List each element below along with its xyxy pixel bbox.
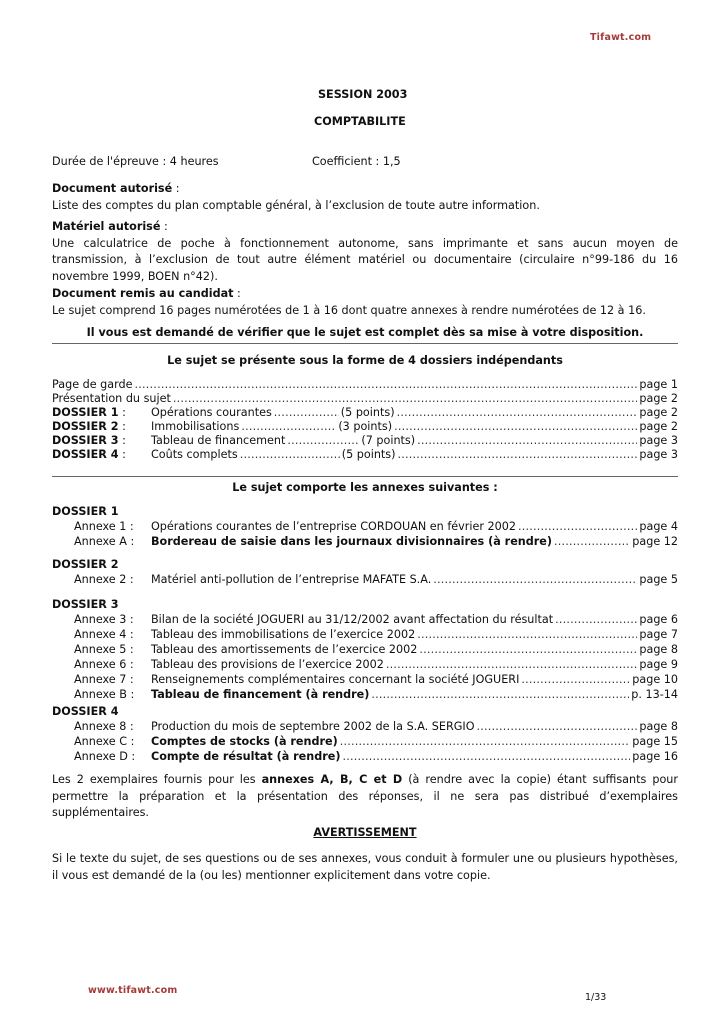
label-separator: : [160, 220, 168, 233]
annex-row [52, 572, 678, 587]
annex-page: page 4 [639, 520, 678, 533]
toc-dossier-title: Opérations courantes [151, 406, 272, 419]
annex-title: Bordereau de saisie dans les journaux divisionnaires (à rendre) [151, 535, 552, 548]
toc-row [52, 433, 678, 448]
annex-row [52, 687, 678, 702]
toc-points: (3 points) [338, 420, 393, 433]
toc-leader [398, 447, 638, 462]
toc-page: page 3 [639, 448, 678, 461]
annex-title: Tableau des amortissements de l’exercice 2002 [151, 643, 418, 656]
coefficient: Coefficient : 1,5 [312, 155, 401, 168]
dossier-heading: DOSSIER 2 [52, 558, 119, 571]
divider [52, 476, 678, 477]
annex-leader [554, 534, 630, 549]
toc-dossier-label: DOSSIER 4 : [52, 448, 126, 461]
toc-leader [287, 433, 359, 448]
toc-leader [274, 405, 339, 420]
materiel-autorise-text: Une calculatrice de poche à fonctionnement autonome, sans imprimante et sans aucun moyen de transmission, à l’exclusion de tout autre élément matériel ou documentaire (circulaire n°99-186 du 16 novembre 1999, BOEN n°42). [52, 236, 678, 283]
label-separator: : [172, 182, 180, 195]
document-remis-block [52, 286, 678, 319]
avertissement-title: AVERTISSEMENT [313, 826, 417, 839]
toc-row [52, 391, 678, 406]
annex-label: Annexe D : [74, 750, 136, 763]
duration: Durée de l'épreuve : 4 heures [52, 155, 219, 168]
toc-leader [135, 377, 638, 392]
toc-points: (7 points) [361, 434, 416, 447]
toc-leader [394, 419, 637, 434]
annex-leader [417, 627, 637, 642]
annex-leader [386, 657, 638, 672]
annex-title: Compte de résultat (à rendre) [151, 750, 341, 763]
annex-row [52, 719, 678, 734]
annex-label: Annexe B : [74, 688, 135, 701]
annex-label: Annexe 4 : [74, 628, 134, 641]
toc-page: page 3 [639, 434, 678, 447]
materiel-autorise-label: Matériel autorisé [52, 220, 161, 233]
annexes-heading: Le sujet comporte les annexes suivantes : [232, 481, 498, 494]
toc-page: page 2 [639, 420, 678, 433]
document-autorise-text: Liste des comptes du plan comptable général, à l’exclusion de toute autre information. [52, 198, 540, 212]
exemplaires-text-pre: Les 2 exemplaires fournis pour les [52, 773, 262, 786]
subject-title: COMPTABILITE [314, 115, 406, 128]
annex-leader [342, 749, 630, 764]
document-remis-label: Document remis au candidat [52, 287, 234, 300]
annex-page: page 8 [639, 643, 678, 656]
document-remis-text: Le sujet comprend 16 pages numérotées de 1 à 16 dont quatre annexes à rendre numérotées de 12 à 16. [52, 303, 646, 317]
header-brand: Tifawt.com [590, 32, 652, 43]
annex-page: page 6 [639, 613, 678, 626]
document-autorise-label: Document autorisé [52, 182, 173, 195]
annex-page: page 10 [632, 673, 678, 686]
toc-dossier-label: DOSSIER 3 : [52, 434, 126, 447]
session-title: SESSION 2003 [318, 88, 408, 101]
toc-leader [417, 433, 637, 448]
annex-title: Production du mois de septembre 2002 de la S.A. SERGIO [151, 720, 475, 733]
structure-heading: Le sujet se présente sous la forme de 4 dossiers indépendants [167, 354, 563, 367]
annex-title: Renseignements complémentaires concernant la société JOGUERI [151, 673, 520, 686]
materiel-autorise-block [52, 219, 678, 285]
annex-page: page 5 [639, 573, 678, 586]
toc-page: page 1 [639, 378, 678, 391]
annex-title: Comptes de stocks (à rendre) [151, 735, 338, 748]
toc-row [52, 377, 678, 392]
annex-page: page 16 [632, 750, 678, 763]
exemplaires-paragraph [52, 772, 678, 822]
dossier-heading: DOSSIER 4 [52, 705, 119, 718]
annex-title: Tableau des provisions de l’exercice 2002 [151, 658, 384, 671]
annex-leader [371, 687, 629, 702]
annex-title: Bilan de la société JOGUERI au 31/12/2002 avant affectation du résultat [151, 613, 554, 626]
dossier-heading: DOSSIER 1 [52, 505, 119, 518]
toc-row [52, 447, 678, 462]
toc-row [52, 419, 678, 434]
annex-page: page 9 [639, 658, 678, 671]
annex-title: Matériel anti-pollution de l’entreprise MAFATE S.A. [151, 573, 432, 586]
avertissement-text: Si le texte du sujet, de ses questions ou de ses annexes, vous conduit à formuler une ou plusieurs hypothèses, il vous est demandé de la (ou les) mentionner explicitement dans votre copie. [52, 852, 678, 882]
annex-leader [433, 572, 637, 587]
annex-title: Tableau de financement (à rendre) [151, 688, 370, 701]
divider [52, 343, 678, 344]
exemplaires-text-post: (à rendre avec la copie) étant suffisants pour permettre la préparation et la présentation des réponses, il ne sera pas distribué d’exemplaires supplémentaires. [52, 773, 678, 819]
label-separator: : [233, 287, 241, 300]
toc-entry-label: Présentation du sujet [52, 392, 171, 405]
toc-leader [241, 419, 336, 434]
page-number: 1/33 [585, 992, 607, 1003]
annex-label: Annexe 8 : [74, 720, 134, 733]
document-autorise-block [52, 181, 678, 214]
annex-row [52, 657, 678, 672]
toc-dossier-label: DOSSIER 1 : [52, 406, 126, 419]
annex-row [52, 612, 678, 627]
annex-row [52, 519, 678, 534]
toc-points: (5 points) [340, 406, 395, 419]
annex-page: p. 13-14 [631, 688, 678, 701]
toc-entry-label: Page de garde [52, 378, 133, 391]
annex-title: Opérations courantes de l’entreprise CORDOUAN en février 2002 [151, 520, 516, 533]
annex-page: page 15 [632, 735, 678, 748]
annex-label: Annexe A : [74, 535, 135, 548]
annex-row [52, 534, 678, 549]
annex-label: Annexe 2 : [74, 573, 134, 586]
toc-dossier-title: Tableau de financement [151, 434, 286, 447]
toc-dossier-title: Immobilisations [151, 420, 240, 433]
annex-label: Annexe 6 : [74, 658, 134, 671]
annex-label: Annexe C : [74, 735, 135, 748]
toc-page: page 2 [639, 406, 678, 419]
annex-title: Tableau des immobilisations de l’exercice 2002 [151, 628, 416, 641]
annex-label: Annexe 5 : [74, 643, 134, 656]
toc-leader [173, 391, 638, 406]
toc-leader [397, 405, 638, 420]
annex-page: page 8 [639, 720, 678, 733]
verify-notice: Il vous est demandé de vérifier que le sujet est complet dès sa mise à votre disposition. [86, 326, 644, 339]
toc-row [52, 405, 678, 420]
annex-row [52, 734, 678, 749]
annex-row [52, 627, 678, 642]
annex-row [52, 672, 678, 687]
annex-leader [521, 672, 630, 687]
annex-label: Annexe 3 : [74, 613, 134, 626]
footer-brand: www.tifawt.com [88, 985, 178, 996]
annex-label: Annexe 1 : [74, 520, 134, 533]
annex-leader [419, 642, 637, 657]
annex-page: page 12 [632, 535, 678, 548]
dossier-heading: DOSSIER 3 [52, 598, 119, 611]
toc-points: (5 points) [341, 448, 396, 461]
annex-leader [518, 519, 637, 534]
toc-dossier-title: Coûts complets [151, 448, 238, 461]
toc-dossier-label: DOSSIER 2 : [52, 420, 126, 433]
annex-leader [555, 612, 637, 627]
annex-leader [340, 734, 631, 749]
annex-label: Annexe 7 : [74, 673, 134, 686]
annex-row [52, 642, 678, 657]
annex-page: page 7 [639, 628, 678, 641]
annex-leader [477, 719, 638, 734]
toc-page: page 2 [639, 392, 678, 405]
annex-row [52, 749, 678, 764]
toc-leader [240, 447, 340, 462]
exemplaires-text-bold: annexes A, B, C et D [261, 773, 403, 786]
